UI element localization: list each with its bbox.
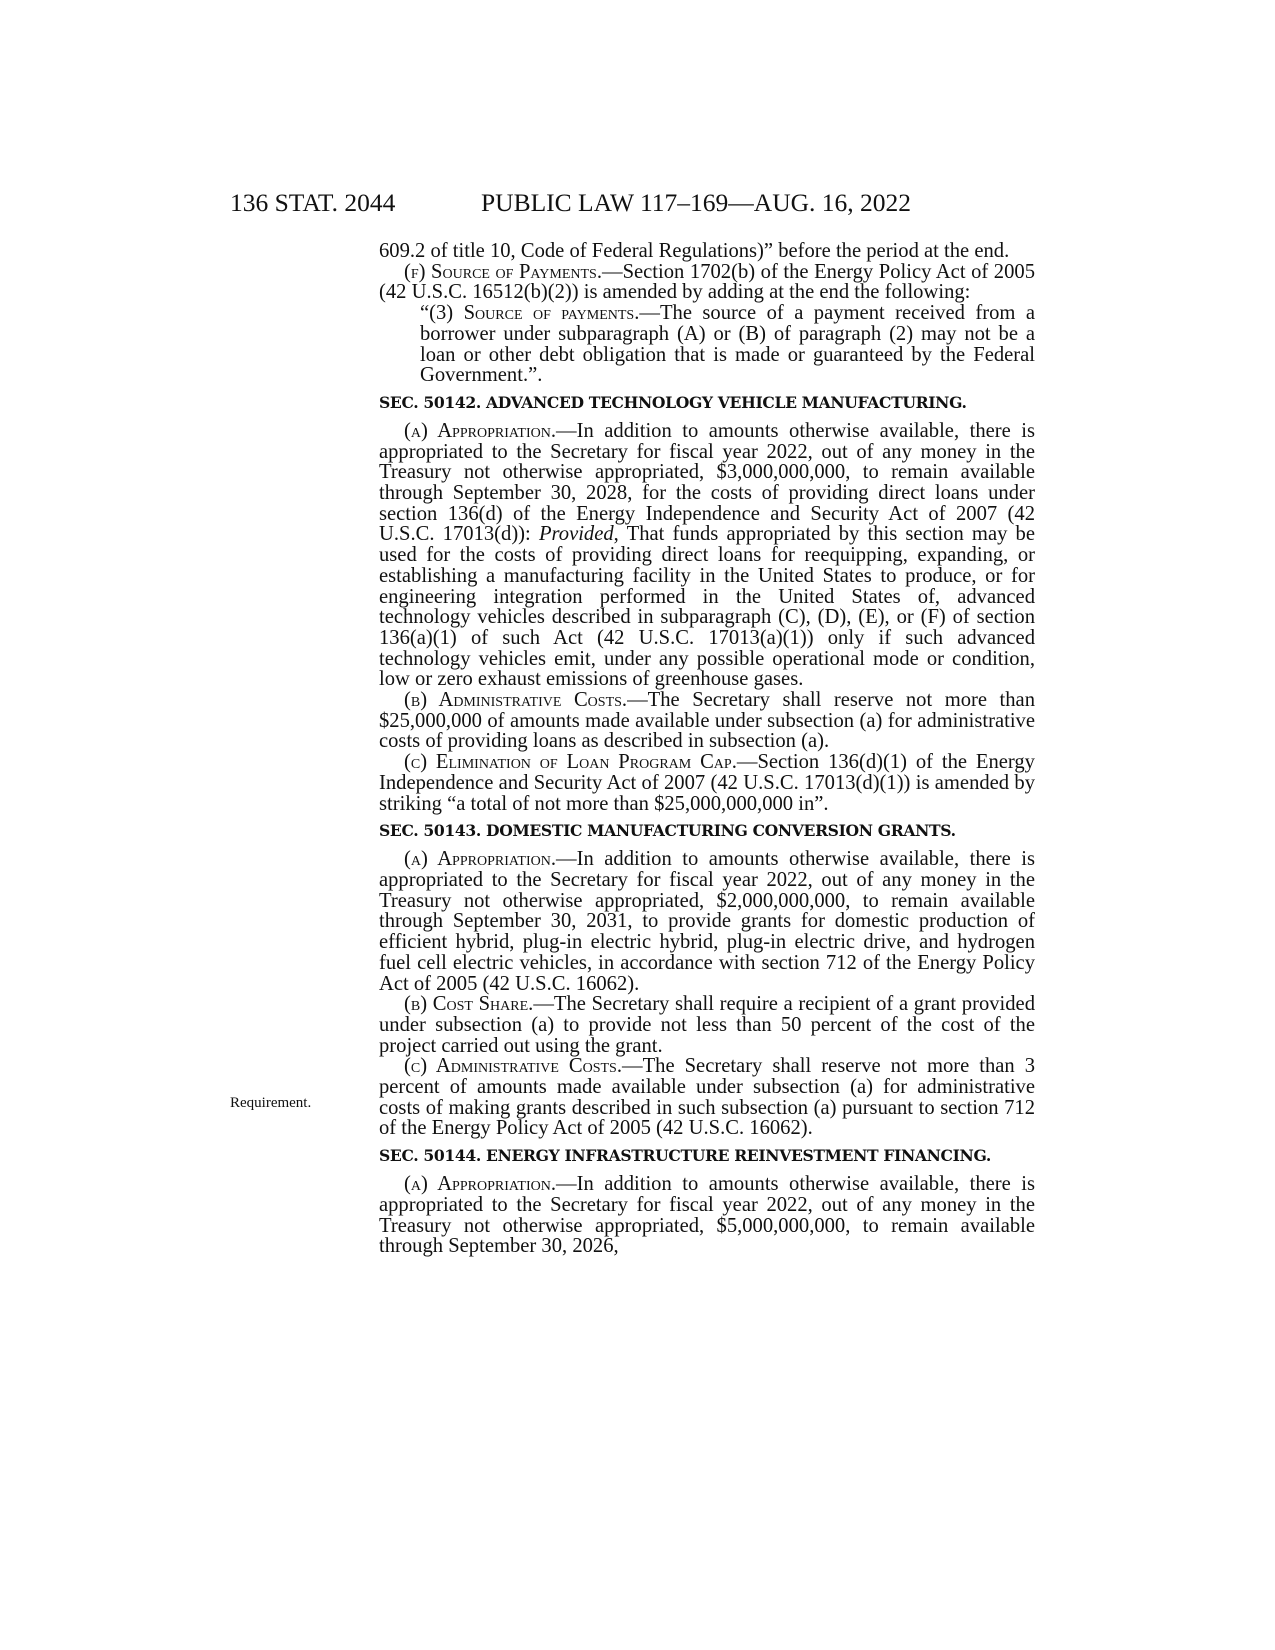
quoted-paragraph-3 bbox=[420, 303, 1035, 386]
subsection-text: —The Secretary shall reserve not more than $25,000,000 of amounts made available under subsection (a) for administrative costs of providing loans as described in subsection (a). bbox=[379, 689, 1035, 753]
section-50144-heading: SEC. 50144. ENERGY INFRASTRUCTURE REINVESTMENT FINANCING. bbox=[379, 1146, 991, 1166]
quoted-paragraph-heading: “(3) Source of payments. bbox=[420, 302, 640, 325]
subsection-text: —In addition to amounts otherwise available, there is appropriated to the Secretary for fiscal year 2022, out of any money in the Treasury not otherwise appropriated, $5,000,000,000, to remain available through September 30, 2026, bbox=[379, 1173, 1035, 1258]
subsection-f-text: —Section 1702(b) of the Energy Policy Act of 2005 (42 U.S.C. 16512(b)(2)) is amended by adding at the end the following: bbox=[379, 260, 1035, 304]
statute-page-number: 136 STAT. 2044 bbox=[230, 188, 396, 217]
subsection-heading: (a) Appropriation. bbox=[404, 1173, 557, 1196]
subsection-heading: (c) Elimination of Loan Program Cap. bbox=[404, 751, 737, 774]
provided-italic: Provided bbox=[538, 523, 614, 546]
subsection-text: —Section 136(d)(1) of the Energy Independence and Security Act of 2007 (42 U.S.C. 17013(d)(1)) is amended by striking “a total of not more than $25,000,000,000 in”. bbox=[379, 751, 1035, 815]
sec-50143-subsection-c bbox=[379, 1056, 1035, 1139]
subsection-text: —In addition to amounts otherwise available, there is appropriated to the Secretary for fiscal year 2022, out of any money in the Treasury not otherwise appropriated, $2,000,000,000, to remain available through September 30, 2031, to provide grants for domestic production of efficient hybrid, plug-in electric hybrid, plug-in electric drive, and hydrogen fuel cell electric vehicles, in accordance with section 712 of the Energy Policy Act of 2005 (42 U.S.C. 16062). bbox=[379, 848, 1035, 995]
paragraph-continuation: 609.2 of title 10, Code of Federal Regulations)” before the period at the end. bbox=[379, 240, 1010, 262]
subsection-heading: (c) Administrative Costs. bbox=[404, 1055, 622, 1078]
sec-50143-subsection-b bbox=[379, 994, 1035, 1056]
subsection-heading: (b) Administrative Costs. bbox=[404, 689, 628, 712]
subsection-text-continued: , That funds appropriated by this section may be used for the costs of providing direct loans for reequipping, expanding, or establishing a manufacturing facility in the United States to produce, or for engineering integration performed in the United States of, advanced technology vehicles described in subparagraph (C), (D), (E), or (F) of section 136(a)(1) of such Act (42 U.S.C. 17013(a)(1)) only if such advanced technology vehicles emit, under any possible operational mode or condition, low or zero exhaust emissions of greenhouse gases. bbox=[379, 523, 1035, 691]
subsection-f bbox=[379, 262, 1035, 303]
subsection-heading: (a) Appropriation. bbox=[404, 848, 557, 871]
sec-50144-subsection-a bbox=[379, 1174, 1035, 1257]
margin-note: Requirement. bbox=[230, 1095, 312, 1111]
sec-50142-subsection-c bbox=[379, 752, 1035, 814]
sec-50143-subsection-a bbox=[379, 849, 1035, 994]
quoted-paragraph-text: —The source of a payment received from a borrower under subparagraph (A) or (B) of paragraph (2) may not be a loan or other debt obligation that is made or guaranteed by the Federal Government.”. bbox=[420, 302, 1035, 387]
subsection-f-heading: (f) Source of Payments. bbox=[404, 260, 602, 283]
subsection-heading: (b) Cost Share. bbox=[404, 993, 534, 1016]
section-50143-heading: SEC. 50143. DOMESTIC MANUFACTURING CONVERSION GRANTS. bbox=[379, 821, 956, 841]
sec-50142-subsection-b bbox=[379, 690, 1035, 752]
subsection-text: —The Secretary shall require a recipient of a grant provided under subsection (a) to provide not less than 50 percent of the cost of the project carried out using the grant. bbox=[379, 993, 1035, 1057]
subsection-text: —In addition to amounts otherwise available, there is appropriated to the Secretary for fiscal year 2022, out of any money in the Treasury not otherwise appropriated, $3,000,000,000, to remain available through September 30, 2028, for the costs of providing direct loans under section 136(d) of the Energy Independence and Security Act of 2007 (42 U.S.C. 17013(d)): bbox=[379, 419, 1035, 546]
subsection-heading: (a) Appropriation. bbox=[404, 419, 557, 442]
section-50142-heading: SEC. 50142. ADVANCED TECHNOLOGY VEHICLE MANUFACTURING. bbox=[379, 392, 967, 412]
public-law-title: PUBLIC LAW 117–169—AUG. 16, 2022 bbox=[481, 188, 912, 217]
sec-50142-subsection-a bbox=[379, 421, 1035, 690]
subsection-text: —The Secretary shall reserve not more than 3 percent of amounts made available under subsection (a) for administrative costs of making grants described in such subsection (a) pursuant to section 712 of the Energy Policy Act of 2005 (42 U.S.C. 16062). bbox=[379, 1055, 1036, 1140]
document-body bbox=[379, 241, 1035, 1257]
page-header bbox=[230, 188, 1020, 224]
